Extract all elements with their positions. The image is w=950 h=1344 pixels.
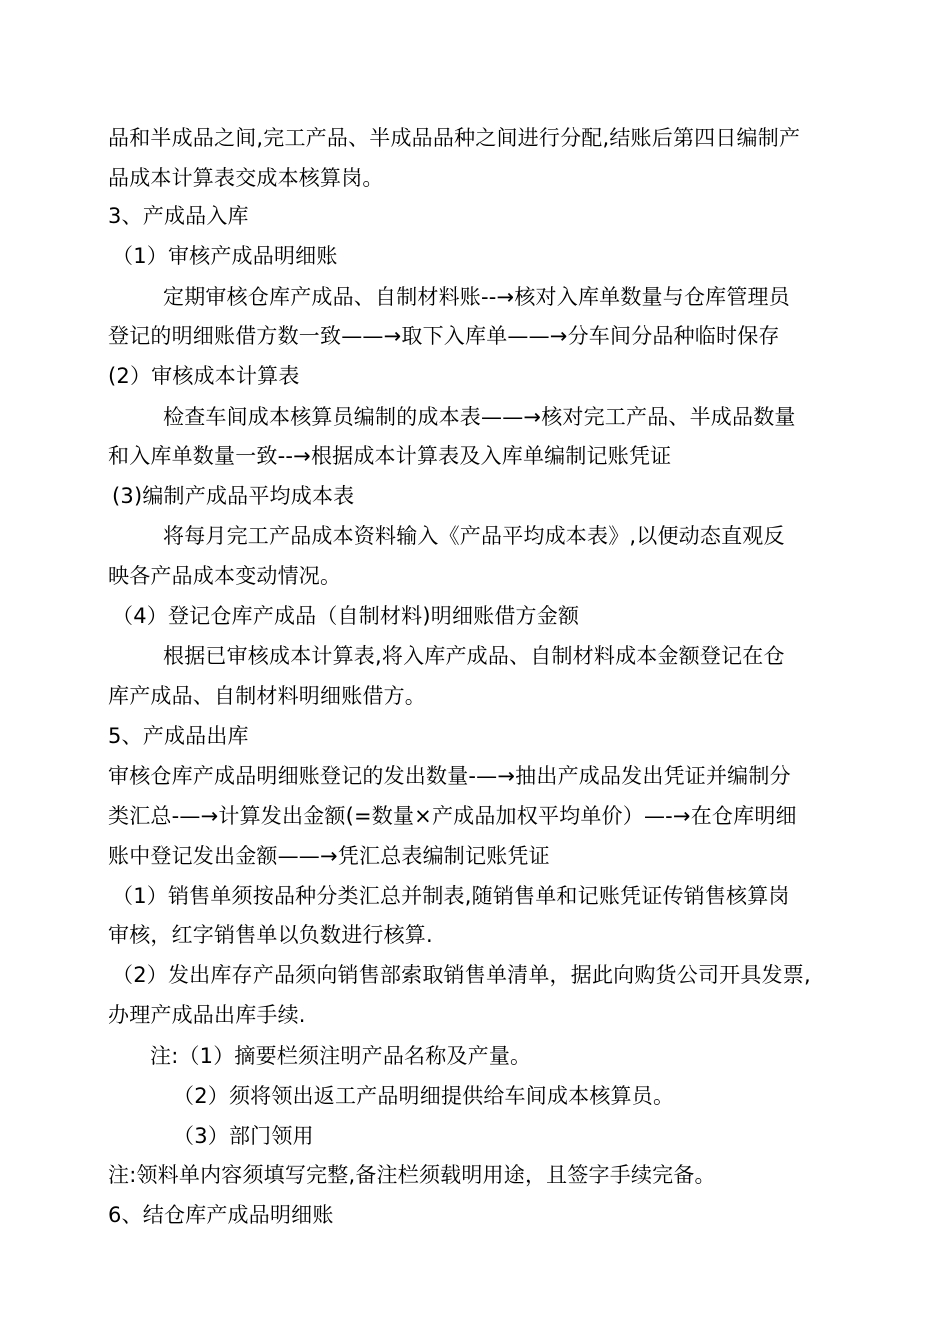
text-line: 账中登记发出金额——→凭汇总表编制记账凭证	[108, 844, 550, 868]
text-line: 库产成品、自制材料明细账借方。	[108, 684, 426, 708]
note-line: （2）须将领出返工产品明细提供给车间成本核算员。	[173, 1084, 675, 1108]
note-line: （3）部门领用	[173, 1124, 314, 1148]
text-line: 登记的明细账借方数一致——→取下入库单——→分车间分品种临时保存	[108, 324, 780, 348]
text-line: 类汇总-—→计算发出金额(=数量×产成品加权平均单价）—-→在仓库明细	[108, 804, 797, 828]
section-heading: 6、结仓库产成品明细账	[108, 1203, 334, 1227]
text-line: 审核仓库产成品明细账登记的发出数量-—→抽出产成品发出凭证并编制分	[108, 764, 791, 788]
text-line: （1）销售单须按品种分类汇总并制表,随销售单和记账凭证传销售核算岗	[112, 884, 790, 908]
subsection-heading: (3)编制产成品平均成本表	[112, 484, 355, 508]
subsection-heading: (2）审核成本计算表	[108, 364, 300, 388]
text-line: 根据已审核成本计算表,将入库产成品、自制材料成本金额登记在仓	[163, 644, 785, 668]
note-line: 注:（1）摘要栏须注明产品名称及产量。	[150, 1044, 532, 1068]
text-line: 办理产成品出库手续.	[108, 1003, 306, 1027]
text-line: 映各产品成本变动情况。	[108, 564, 342, 588]
note-line: 注:领料单内容须填写完整,备注栏须载明用途，且签字手续完备。	[108, 1163, 716, 1187]
text-line: 品成本计算表交成本核算岗。	[108, 166, 384, 190]
subsection-heading: （1）审核产成品明细账	[112, 244, 338, 268]
text-line: 审核，红字销售单以负数进行核算.	[108, 923, 433, 947]
text-line: 检查车间成本核算员编制的成本表——→核对完工产品、半成品数量	[163, 405, 796, 429]
text-line: 品和半成品之间,完工产品、半成品品种之间进行分配,结账后第四日编制产	[108, 126, 801, 150]
text-line: 定期审核仓库产成品、自制材料账--→核对入库单数量与仓库管理员	[163, 285, 790, 309]
subsection-heading: （4）登记仓库产成品（自制材料)明细账借方金额	[112, 604, 580, 628]
text-line: 将每月完工产品成本资料输入《产品平均成本表》,以便动态直观反	[163, 524, 785, 548]
section-heading: 3、产成品入库	[108, 204, 249, 228]
text-line: （2）发出库存产品须向销售部索取销售单清单，据此向购货公司开具发票,	[112, 963, 811, 987]
text-line: 和入库单数量一致--→根据成本计算表及入库单编制记账凭证	[108, 444, 672, 468]
section-heading: 5、产成品出库	[108, 724, 249, 748]
